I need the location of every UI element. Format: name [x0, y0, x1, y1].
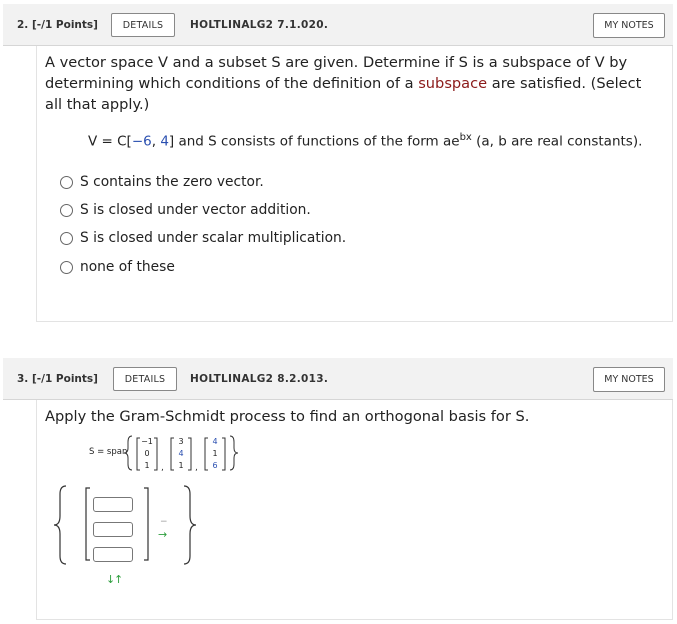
- svg-text:,: ,: [195, 463, 198, 473]
- question-2-header: [3, 4, 673, 46]
- span-vector-1: −1 0 1: [141, 437, 153, 470]
- choice-scalar-multiplication[interactable]: S is closed under scalar multiplication.: [60, 228, 346, 248]
- subspace-link[interactable]: subspace: [418, 75, 488, 92]
- details-button[interactable]: DETAILS: [111, 13, 175, 37]
- question-2-prompt: A vector space V and a subset S are given. Determine if S is a subspace of V by determining which conditions of the definition of a subspace are satisfied. (Select all that apply.): [45, 54, 642, 113]
- remove-column-icon[interactable]: −: [160, 517, 168, 527]
- question-3-prompt: Apply the Gram-Schmidt process to find an orthogonal basis for S.: [45, 408, 530, 425]
- span-label: S = span: [89, 447, 128, 457]
- choice-zero-vector[interactable]: S contains the zero vector.: [60, 172, 264, 192]
- span-vector-2: 3 4 1: [178, 437, 184, 470]
- question-3-header: [3, 358, 673, 400]
- answer-input-1[interactable]: [93, 497, 133, 512]
- question-2-number: 2. [-/1 Points]: [17, 19, 98, 31]
- choice-checkbox[interactable]: [60, 176, 73, 189]
- span-vector-3: 4 1 6: [212, 437, 218, 470]
- choice-vector-addition[interactable]: S is closed under vector addition.: [60, 200, 311, 220]
- question-2-code: HOLTLINALG2 7.1.020.: [190, 19, 329, 31]
- add-column-icon[interactable]: →: [158, 528, 168, 541]
- choice-checkbox[interactable]: [60, 261, 73, 274]
- svg-text:,: ,: [161, 463, 164, 473]
- choice-checkbox[interactable]: [60, 232, 73, 245]
- choice-none-of-these[interactable]: none of these: [60, 257, 175, 277]
- answer-input-2[interactable]: [93, 522, 133, 537]
- remove-row-icon[interactable]: ↑: [114, 573, 124, 586]
- choice-checkbox[interactable]: [60, 204, 73, 217]
- add-row-icon[interactable]: ↓: [106, 573, 116, 586]
- details-button[interactable]: DETAILS: [113, 367, 177, 391]
- answer-input-3[interactable]: [93, 547, 133, 562]
- question-3-code: HOLTLINALG2 8.2.013.: [190, 373, 329, 385]
- question-2-given: V = C[−6, 4] and S consists of functions of the form $ae^{bx}$ (a, b are real constants).: [88, 132, 643, 150]
- question-3-number: 3. [-/1 Points]: [17, 373, 98, 385]
- my-notes-button[interactable]: MY NOTES: [593, 367, 665, 392]
- my-notes-button[interactable]: MY NOTES: [593, 13, 665, 38]
